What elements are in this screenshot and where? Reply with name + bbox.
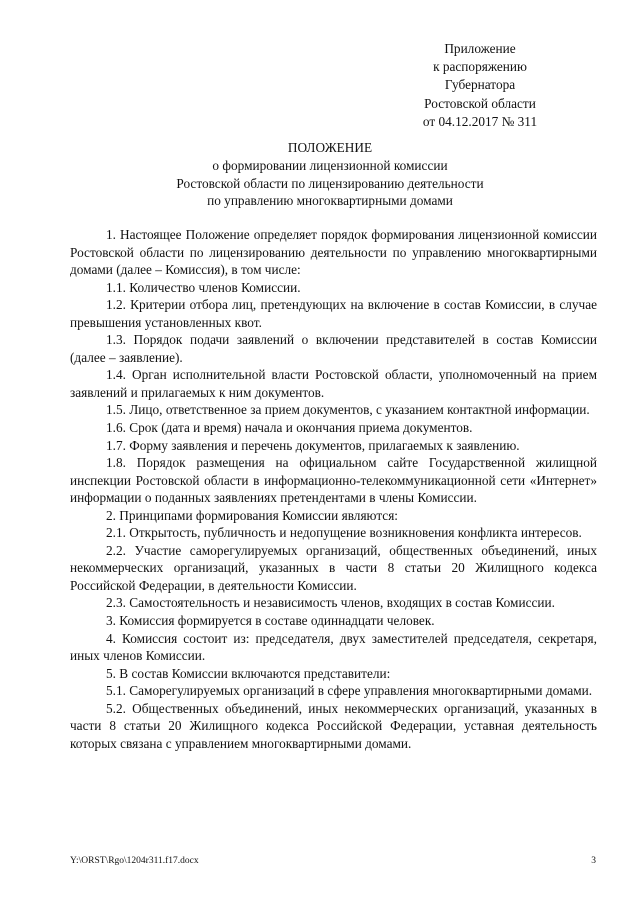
appendix-line: Губернатора — [444, 77, 516, 93]
paragraph: 2.3. Самостоятельность и независимость членов, входящих в состав Комиссии. — [106, 595, 555, 611]
paragraph: 2.2. Участие саморегулируемых организаций, общественных объединений, иных некоммерческих организаций, указанных в части 8 статьи 20 Жилищного кодекса Российской Федерации, в деятельности Комиссии. — [70, 542, 597, 593]
title-line: по управлению многоквартирными домами — [207, 193, 453, 209]
paragraph: 1.3. Порядок подачи заявлений о включении представителей в состав Комиссии (далее – заявление). — [70, 332, 597, 365]
paragraph: 5.2. Общественных объединений, иных некоммерческих организаций, указанных в части 8 статьи 20 Жилищного кодекса Российской Федерации, уставная деятельность которых связана с управлением многоквартирными домами. — [70, 700, 597, 751]
appendix-line: от 04.12.2017 № 311 — [422, 113, 538, 129]
paragraph: 1.7. Форму заявления и перечень документов, прилагаемых к заявлению. — [106, 437, 520, 453]
title-line: о формировании лицензионной комиссии — [212, 157, 448, 173]
paragraph: 1.6. Срок (дата и время) начала и окончания приема документов. — [106, 420, 473, 436]
appendix-line: Приложение — [444, 41, 516, 56]
file-path-footer: Y:\ORST\Rgo\1204r311.f17.docx — [70, 856, 199, 866]
title-line: Ростовской области по лицензированию деятельности — [176, 175, 484, 191]
appendix-line: к распоряжению — [433, 59, 527, 75]
paragraph: 1. Настоящее Положение определяет порядок формирования лицензионной комиссии Ростовской области по лицензированию деятельности по управлению многоквартирными домами (далее – Комиссия), в том числе: — [70, 227, 597, 278]
appendix-header — [380, 40, 580, 131]
paragraph: 1.2. Критерии отбора лиц, претендующих на включение в состав Комиссии, в случае превышения установленных квот. — [70, 297, 597, 330]
document-title — [60, 139, 600, 210]
paragraph: 4. Комиссия состоит из: председателя, двух заместителей председателя, секретаря, иных членов Комиссии. — [70, 630, 597, 664]
paragraph: 1.1. Количество членов Комиссии. — [106, 279, 301, 295]
document-body — [70, 226, 597, 752]
paragraph: 3. Комиссия формируется в составе одиннадцати человек. — [106, 613, 435, 629]
paragraph: 5.1. Саморегулируемых организаций в сфере управления многоквартирными домами. — [106, 683, 593, 699]
paragraph: 1.8. Порядок размещения на официальном сайте Государственной жилищной инспекции Ростовской области в информационно-телекоммуникационной сети «Интернет» информации о поданных заявлениях претендентами в члены Комиссии. — [70, 455, 597, 506]
paragraph: 2.1. Открытость, публичность и недопущение возникновения конфликта интересов. — [106, 525, 582, 541]
paragraph: 2. Принципами формирования Комиссии являются: — [106, 507, 399, 523]
appendix-line: Ростовской области — [424, 95, 536, 111]
page-number: 3 — [591, 856, 596, 866]
title-heading: ПОЛОЖЕНИЕ — [287, 140, 373, 155]
paragraph: 1.4. Орган исполнительной власти Ростовской области, уполномоченный на прием заявлений и прилагаемых к ним документов. — [70, 367, 597, 400]
paragraph: 1.5. Лицо, ответственное за прием документов, с указанием контактной информации. — [106, 402, 590, 418]
paragraph: 5. В состав Комиссии включаются представители: — [106, 665, 391, 681]
